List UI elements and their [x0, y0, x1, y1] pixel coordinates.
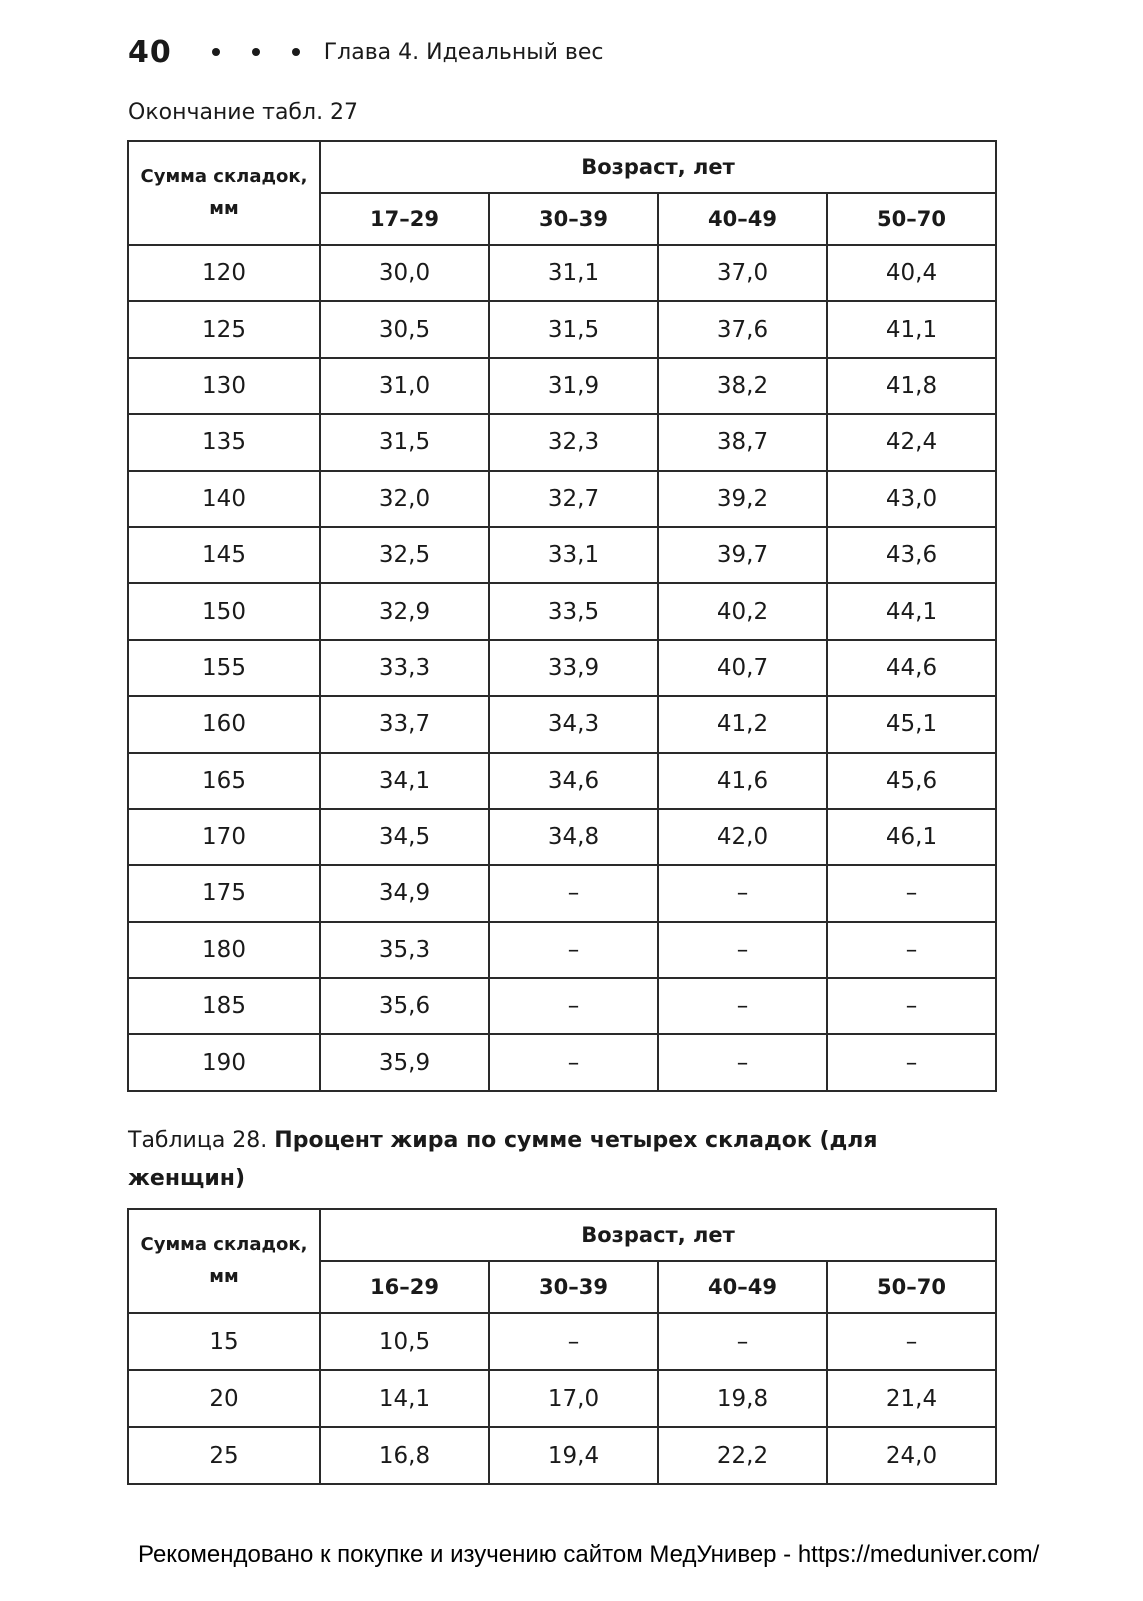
sum-cell: 145	[128, 527, 320, 583]
fat-percent-cell: 44,6	[827, 640, 996, 696]
fat-percent-cell: –	[489, 1034, 658, 1090]
fat-percent-cell: 40,7	[658, 640, 827, 696]
table-row	[128, 1427, 996, 1484]
fat-percent-cell: 35,9	[320, 1034, 489, 1090]
table-row	[128, 1370, 996, 1427]
sum-cell: 15	[128, 1313, 320, 1370]
page-number: 40	[128, 34, 172, 70]
table-row	[128, 1313, 996, 1370]
table-row	[128, 1034, 996, 1090]
table-28-caption-prefix: Таблица 28.	[128, 1128, 268, 1153]
fat-percent-cell: 24,0	[827, 1427, 996, 1484]
sum-cell: 135	[128, 414, 320, 470]
fat-percent-cell: 43,6	[827, 527, 996, 583]
table-row	[128, 865, 996, 921]
age-group-header: 30–39	[489, 193, 658, 245]
age-group-header: 40–49	[658, 1261, 827, 1313]
fat-percent-cell: 16,8	[320, 1427, 489, 1484]
table-28-caption-title: Процент жира по сумме четырех складок (для женщин)	[128, 1128, 878, 1191]
fat-percent-cell: 42,4	[827, 414, 996, 470]
age-group-header: 17–29	[320, 193, 489, 245]
table-row	[128, 978, 996, 1034]
fat-percent-cell: 44,1	[827, 583, 996, 639]
sum-cell: 20	[128, 1370, 320, 1427]
sum-cell: 120	[128, 245, 320, 301]
fat-percent-cell: 33,1	[489, 527, 658, 583]
table-28-caption	[128, 1122, 988, 1198]
fat-percent-cell: –	[489, 978, 658, 1034]
table-28	[127, 1208, 997, 1485]
fat-percent-cell: 31,5	[489, 301, 658, 357]
sum-cell: 180	[128, 922, 320, 978]
table-row	[128, 640, 996, 696]
fat-percent-cell: 32,0	[320, 471, 489, 527]
fat-percent-cell: 37,0	[658, 245, 827, 301]
fat-percent-cell: 33,3	[320, 640, 489, 696]
fat-percent-cell: 22,2	[658, 1427, 827, 1484]
fat-percent-cell: 14,1	[320, 1370, 489, 1427]
age-group-header: 30–39	[489, 1261, 658, 1313]
sum-cell: 170	[128, 809, 320, 865]
fat-percent-cell: 45,1	[827, 696, 996, 752]
fat-percent-cell: 30,5	[320, 301, 489, 357]
table-28-body	[128, 1313, 996, 1484]
fat-percent-cell: 41,8	[827, 358, 996, 414]
sum-cell: 150	[128, 583, 320, 639]
fat-percent-cell: 41,2	[658, 696, 827, 752]
sum-header: Сумма складок, мм	[128, 1209, 320, 1313]
age-header: Возраст, лет	[320, 141, 996, 193]
fat-percent-cell: 38,2	[658, 358, 827, 414]
sum-cell: 160	[128, 696, 320, 752]
age-group-header: 16–29	[320, 1261, 489, 1313]
table-row	[128, 471, 996, 527]
table-27-body	[128, 245, 996, 1091]
age-group-header: 50–70	[827, 1261, 996, 1313]
table-row	[128, 922, 996, 978]
fat-percent-cell: 33,5	[489, 583, 658, 639]
fat-percent-cell: 34,3	[489, 696, 658, 752]
fat-percent-cell: 19,8	[658, 1370, 827, 1427]
fat-percent-cell: 34,1	[320, 753, 489, 809]
fat-percent-cell: –	[489, 865, 658, 921]
sum-cell: 175	[128, 865, 320, 921]
age-group-header: 50–70	[827, 193, 996, 245]
sum-cell: 155	[128, 640, 320, 696]
fat-percent-cell: –	[658, 1034, 827, 1090]
sum-cell: 25	[128, 1427, 320, 1484]
table-row	[128, 583, 996, 639]
fat-percent-cell: 32,5	[320, 527, 489, 583]
fat-percent-cell: –	[827, 865, 996, 921]
fat-percent-cell: 43,0	[827, 471, 996, 527]
fat-percent-cell: 32,7	[489, 471, 658, 527]
fat-percent-cell: –	[489, 922, 658, 978]
fat-percent-cell: 45,6	[827, 753, 996, 809]
table-row	[128, 809, 996, 865]
fat-percent-cell: –	[827, 922, 996, 978]
fat-percent-cell: –	[489, 1313, 658, 1370]
table-row	[128, 753, 996, 809]
table-row	[128, 414, 996, 470]
fat-percent-cell: 34,8	[489, 809, 658, 865]
fat-percent-cell: 35,6	[320, 978, 489, 1034]
fat-percent-cell: 31,9	[489, 358, 658, 414]
fat-percent-cell: 39,7	[658, 527, 827, 583]
fat-percent-cell: 19,4	[489, 1427, 658, 1484]
fat-percent-cell: 32,3	[489, 414, 658, 470]
table-row	[128, 358, 996, 414]
sum-cell: 165	[128, 753, 320, 809]
dot-icon	[212, 48, 220, 56]
fat-percent-cell: 10,5	[320, 1313, 489, 1370]
table-27	[127, 140, 997, 1092]
table-row	[128, 527, 996, 583]
fat-percent-cell: 39,2	[658, 471, 827, 527]
fat-percent-cell: 42,0	[658, 809, 827, 865]
fat-percent-cell: –	[827, 978, 996, 1034]
age-header: Возраст, лет	[320, 1209, 996, 1261]
fat-percent-cell: –	[827, 1313, 996, 1370]
fat-percent-cell: 40,2	[658, 583, 827, 639]
fat-percent-cell: 33,7	[320, 696, 489, 752]
fat-percent-cell: 32,9	[320, 583, 489, 639]
fat-percent-cell: 21,4	[827, 1370, 996, 1427]
fat-percent-cell: –	[658, 1313, 827, 1370]
sum-cell: 185	[128, 978, 320, 1034]
table-row	[128, 301, 996, 357]
fat-percent-cell: 35,3	[320, 922, 489, 978]
age-group-header: 40–49	[658, 193, 827, 245]
sum-cell: 130	[128, 358, 320, 414]
fat-percent-cell: 31,5	[320, 414, 489, 470]
fat-percent-cell: 34,5	[320, 809, 489, 865]
fat-percent-cell: 41,6	[658, 753, 827, 809]
fat-percent-cell: 37,6	[658, 301, 827, 357]
fat-percent-cell: 46,1	[827, 809, 996, 865]
separator-dots	[212, 48, 300, 56]
dot-icon	[292, 48, 300, 56]
fat-percent-cell: 41,1	[827, 301, 996, 357]
fat-percent-cell: 34,6	[489, 753, 658, 809]
sum-cell: 190	[128, 1034, 320, 1090]
sum-header: Сумма складок, мм	[128, 141, 320, 245]
table-27-caption: Окончание табл. 27	[128, 100, 359, 125]
fat-percent-cell: 31,1	[489, 245, 658, 301]
fat-percent-cell: 31,0	[320, 358, 489, 414]
fat-percent-cell: 30,0	[320, 245, 489, 301]
chapter-title: Глава 4. Идеальный вес	[323, 39, 604, 65]
fat-percent-cell: 34,9	[320, 865, 489, 921]
fat-percent-cell: –	[827, 1034, 996, 1090]
dot-icon	[252, 48, 260, 56]
table-row	[128, 245, 996, 301]
sum-cell: 125	[128, 301, 320, 357]
fat-percent-cell: 33,9	[489, 640, 658, 696]
fat-percent-cell: 40,4	[827, 245, 996, 301]
fat-percent-cell: –	[658, 865, 827, 921]
fat-percent-cell: 38,7	[658, 414, 827, 470]
footer-note: Рекомендовано к покупке и изучению сайтом МедУнивер - https://meduniver.com/	[138, 1541, 1040, 1568]
table-row	[128, 696, 996, 752]
fat-percent-cell: –	[658, 978, 827, 1034]
fat-percent-cell: –	[658, 922, 827, 978]
fat-percent-cell: 17,0	[489, 1370, 658, 1427]
running-head	[128, 30, 604, 74]
sum-cell: 140	[128, 471, 320, 527]
